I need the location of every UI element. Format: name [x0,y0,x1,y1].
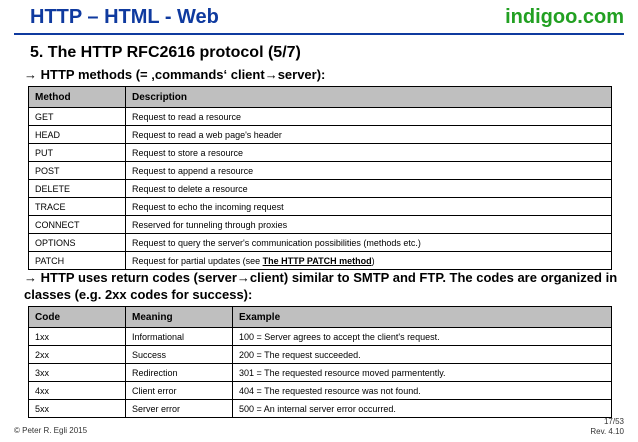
code-cell: 4xx [29,382,126,400]
method-cell: TRACE [29,198,126,216]
patch-method-link[interactable]: The HTTP PATCH method [262,255,372,266]
table-row [29,364,612,382]
meaning-cell: Server error [126,400,233,418]
table-row [29,400,612,418]
table-header-row [29,87,612,108]
arrow-icon: → [236,270,250,285]
table-row [29,144,612,162]
method-cell: PATCH [29,252,126,270]
bullet-codes [24,269,624,303]
table-row [29,216,612,234]
table-row [29,252,612,270]
table-row [29,382,612,400]
method-cell: PUT [29,144,126,162]
table-row [29,198,612,216]
table-row [29,126,612,144]
column-header: Example [233,307,612,328]
code-cell: 5xx [29,400,126,418]
meaning-cell: Redirection [126,364,233,382]
method-cell: HEAD [29,126,126,144]
description-text: Request for partial updates (see [132,255,263,266]
table-row [29,108,612,126]
code-cell: 1xx [29,328,126,346]
meaning-cell: Informational [126,328,233,346]
arrow-icon: → [264,67,278,82]
page-number: 17/53 [603,417,624,426]
bullet-text-tail: server): [277,67,326,82]
column-header: Code [29,307,126,328]
bullet-methods [24,66,325,83]
method-cell: DELETE [29,180,126,198]
example-cell: 301 = The requested resource moved parmentently. [233,364,612,382]
description-cell: Request to store a resource [126,144,612,162]
bullet-text: HTTP methods (= ‚commands‘ client [40,67,265,82]
description-cell: Request to append a resource [126,162,612,180]
meaning-cell: Client error [126,382,233,400]
slide-subtitle: 5. The HTTP RFC2616 protocol (5/7) [30,44,301,61]
table-header-row [29,307,612,328]
description-cell [126,252,612,270]
column-header: Meaning [126,307,233,328]
column-header: Method [29,87,126,108]
method-cell: GET [29,108,126,126]
arrow-icon: → [24,67,37,82]
table-row [29,162,612,180]
codes-table [28,306,612,418]
description-cell: Request to read a web page's header [126,126,612,144]
example-cell: 500 = An internal server error occurred. [233,400,612,418]
description-cell: Request to delete a resource [126,180,612,198]
description-cell: Request to echo the incoming request [126,198,612,216]
description-tail: ) [371,255,375,266]
description-cell: Request to read a resource [126,108,612,126]
arrow-icon: → [24,270,37,285]
header-title: HTTP – HTML - Web [30,6,219,28]
meaning-cell: Success [126,346,233,364]
description-cell: Request to query the server's communication possibilities (methods etc.) [126,234,612,252]
table-row [29,328,612,346]
example-cell: 200 = The request succeeded. [233,346,612,364]
method-cell: POST [29,162,126,180]
column-header: Description [126,87,612,108]
methods-table [28,86,612,270]
bullet-text-tail: client) similar to SMTP and FTP. The codes are organized in classes (e.g. 2xx codes for success): [24,270,618,302]
table-row [29,180,612,198]
header-rule [14,33,624,35]
example-cell: 100 = Server agrees to accept the client's request. [233,328,612,346]
header-brand: indigoo.com [505,6,624,28]
method-cell: CONNECT [29,216,126,234]
method-cell: OPTIONS [29,234,126,252]
table-row [29,234,612,252]
example-cell: 404 = The requested resource was not found. [233,382,612,400]
description-cell: Reserved for tunneling through proxies [126,216,612,234]
code-cell: 3xx [29,364,126,382]
footer-copyright: © Peter R. Egli 2015 [14,426,88,435]
bullet-text: HTTP uses return codes (server [40,270,237,285]
code-cell: 2xx [29,346,126,364]
table-row [29,346,612,364]
revision: Rev. 4.10 [590,427,624,436]
footer-page-info [590,417,624,437]
